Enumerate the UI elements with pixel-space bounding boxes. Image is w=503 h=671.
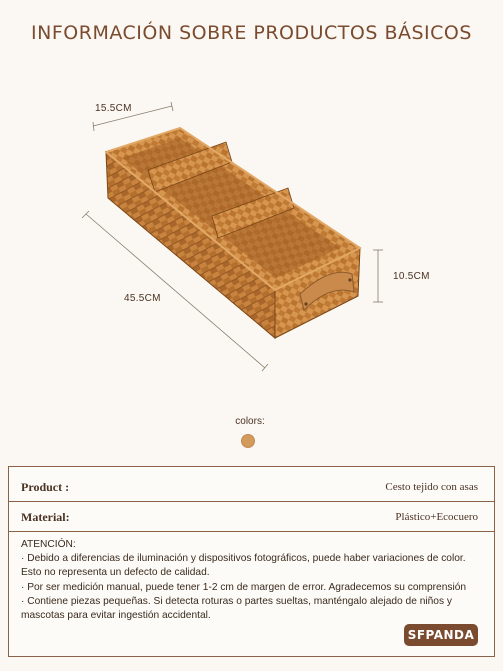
product-row (9, 473, 494, 502)
page-title: INFORMACIÓN SOBRE PRODUCTOS BÁSICOS (31, 22, 472, 44)
material-row (9, 503, 494, 532)
notice-line: · Contiene piezas pequeñas. Si detecta roturas o partes sueltas, manténgalo alejado de niños y mascotas para evitar ingestión accidental. (21, 595, 452, 622)
basket-image (0, 70, 503, 410)
brand-name: SFPANDA (407, 628, 475, 642)
brand-logo (404, 624, 478, 646)
notice-line: · Debido a diferencias de iluminación y dispositivos fotográficos, puede haber variaciones de color. Esto no representa un defecto de calidad. (21, 553, 466, 579)
material-label: Material: (21, 509, 70, 524)
length-dimension-label: 45.5CM (124, 293, 161, 304)
notice-line: · Por ser medición manual, puede tener 1-2 cm de margen de error. Agradecemos su comprensión (21, 581, 467, 593)
attention-heading: ATENCIÓN: (21, 539, 76, 550)
material-value: Plástico+Ecocuero (395, 511, 478, 523)
height-dimension-label: 10.5CM (393, 271, 430, 282)
colors-label: colors: (235, 416, 265, 427)
width-dimension-label: 15.5CM (95, 103, 132, 114)
product-label: Product : (21, 479, 70, 494)
product-value: Cesto tejido con asas (385, 481, 478, 493)
attention-notice (21, 538, 486, 623)
color-swatch-natural[interactable] (241, 434, 255, 448)
